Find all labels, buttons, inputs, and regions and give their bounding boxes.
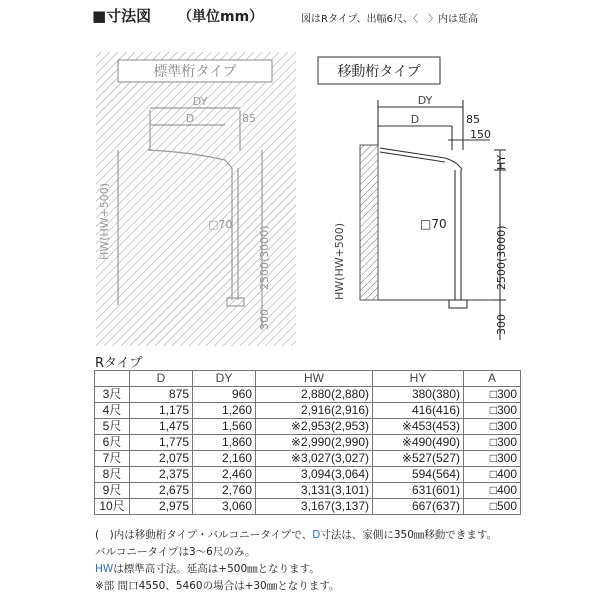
post-size-right: □70 <box>420 217 447 231</box>
cell-hw: 3,131(3,101) <box>256 483 373 499</box>
dim-hw-left: HW(HW+500) <box>98 182 111 260</box>
cell-hy: ※490(490) <box>373 435 464 451</box>
cell-hw: 2,916(2,916) <box>256 403 373 419</box>
cell-hy: 631(601) <box>373 483 464 499</box>
note-3b: は標準高寸法。延高は+500㎜となります。 <box>113 563 320 575</box>
dim-300-left: 300 <box>258 309 271 330</box>
table-header-row <box>95 371 521 387</box>
note-1b: D <box>312 529 321 541</box>
cell-hw: ※3,027(3,027) <box>256 451 373 467</box>
cell-dy: 960 <box>193 387 256 403</box>
header-cell-d: D <box>130 371 193 387</box>
cell-hy: 667(637) <box>373 499 464 515</box>
cell-size: 5尺 <box>95 419 130 435</box>
cell-dy: 1,560 <box>193 419 256 435</box>
cell-a: □300 <box>464 403 521 419</box>
cell-a: □400 <box>464 483 521 499</box>
cell-size: 8尺 <box>95 467 130 483</box>
cell-a: □300 <box>464 435 521 451</box>
header-cell-hw: HW <box>256 371 373 387</box>
dim-hw-right: HW(HW+500) <box>333 222 346 300</box>
note-line-4: ※部 間口4550、5460の場合は+30㎜となります。 <box>95 580 340 592</box>
cell-size: 6尺 <box>95 435 130 451</box>
dim-2500-right: 2500(3000) <box>495 225 508 290</box>
table-row <box>95 419 521 435</box>
notes-block <box>95 527 497 595</box>
cell-a: □400 <box>464 467 521 483</box>
figure-note: 図はRタイプ、出幅6尺、〈 〉内は延高 <box>301 14 479 25</box>
cell-d: 1,775 <box>130 435 193 451</box>
cell-size: 9尺 <box>95 483 130 499</box>
cell-hw: 3,167(3,137) <box>256 499 373 515</box>
dim-d-right: D <box>410 113 420 126</box>
cell-a: □500 <box>464 499 521 515</box>
cell-hw: 3,094(3,064) <box>256 467 373 483</box>
table-row <box>95 499 521 515</box>
cell-dy: 2,760 <box>193 483 256 499</box>
type-label-right: 移動桁タイプ <box>337 64 421 80</box>
dim-d-left: D <box>185 112 195 125</box>
cell-size: 10尺 <box>95 499 130 515</box>
cell-d: 1,475 <box>130 419 193 435</box>
cell-d: 2,075 <box>130 451 193 467</box>
cell-d: 2,675 <box>130 483 193 499</box>
table-row <box>95 451 521 467</box>
table-row <box>95 435 521 451</box>
dim-dy-right: DY <box>417 94 433 107</box>
cell-dy: 1,260 <box>193 403 256 419</box>
cell-hy: 416(416) <box>373 403 464 419</box>
header-cell-size <box>95 371 130 387</box>
cell-hy: ※453(453) <box>373 419 464 435</box>
cell-d: 2,375 <box>130 467 193 483</box>
cell-hw: ※2,990(2,990) <box>256 435 373 451</box>
note-line-3 <box>95 561 497 578</box>
note-1c: 寸法は、家側に350㎜移動できます。 <box>320 529 498 541</box>
header-cell-hy: HY <box>373 371 464 387</box>
cell-size: 3尺 <box>95 387 130 403</box>
unit-label: （単位mm） <box>178 9 264 25</box>
dim-85-left: 85 <box>242 112 256 125</box>
table-row <box>95 387 521 403</box>
dim-150-right: 150 <box>470 128 491 141</box>
dim-2500-left: 2500(3000) <box>258 225 271 290</box>
cell-dy: 2,460 <box>193 467 256 483</box>
header-cell-dy: DY <box>193 371 256 387</box>
type-label-left: 標準桁タイプ <box>153 64 237 80</box>
cell-size: 4尺 <box>95 403 130 419</box>
cell-size: 7尺 <box>95 451 130 467</box>
cell-hw: ※2,953(2,953) <box>256 419 373 435</box>
cell-d: 2,975 <box>130 499 193 515</box>
cell-hy: 380(380) <box>373 387 464 403</box>
cell-a: □300 <box>464 387 521 403</box>
dim-hy-right: HY <box>495 155 508 170</box>
cell-a: □300 <box>464 419 521 435</box>
cell-d: 1,175 <box>130 403 193 419</box>
note-line-2: バルコニータイプは3～6尺のみ。 <box>95 546 256 558</box>
cell-hy: 594(564) <box>373 467 464 483</box>
cell-dy: 2,160 <box>193 451 256 467</box>
cell-d: 875 <box>130 387 193 403</box>
dim-300-right: 300 <box>495 314 508 335</box>
cell-dy: 3,060 <box>193 499 256 515</box>
house-wall-right <box>360 145 378 300</box>
dim-85-right: 85 <box>466 113 480 126</box>
table-row <box>95 403 521 419</box>
section-title: ■寸法図 <box>92 7 152 25</box>
table-row <box>95 467 521 483</box>
cell-hy: ※527(527) <box>373 451 464 467</box>
header-cell-a: A <box>464 371 521 387</box>
note-1a: ( )内は移動桁タイプ・バルコニータイプで、 <box>95 529 313 541</box>
post-size-left: □70 <box>208 218 233 231</box>
note-line-1 <box>95 527 497 544</box>
cell-hw: 2,880(2,880) <box>256 387 373 403</box>
table-caption: Rタイプ <box>95 356 143 371</box>
note-3a: HW <box>95 563 114 575</box>
cell-dy: 1,860 <box>193 435 256 451</box>
dim-dy-left: DY <box>192 95 208 108</box>
spec-table <box>94 370 521 515</box>
cell-a: □300 <box>464 451 521 467</box>
table-row <box>95 483 521 499</box>
